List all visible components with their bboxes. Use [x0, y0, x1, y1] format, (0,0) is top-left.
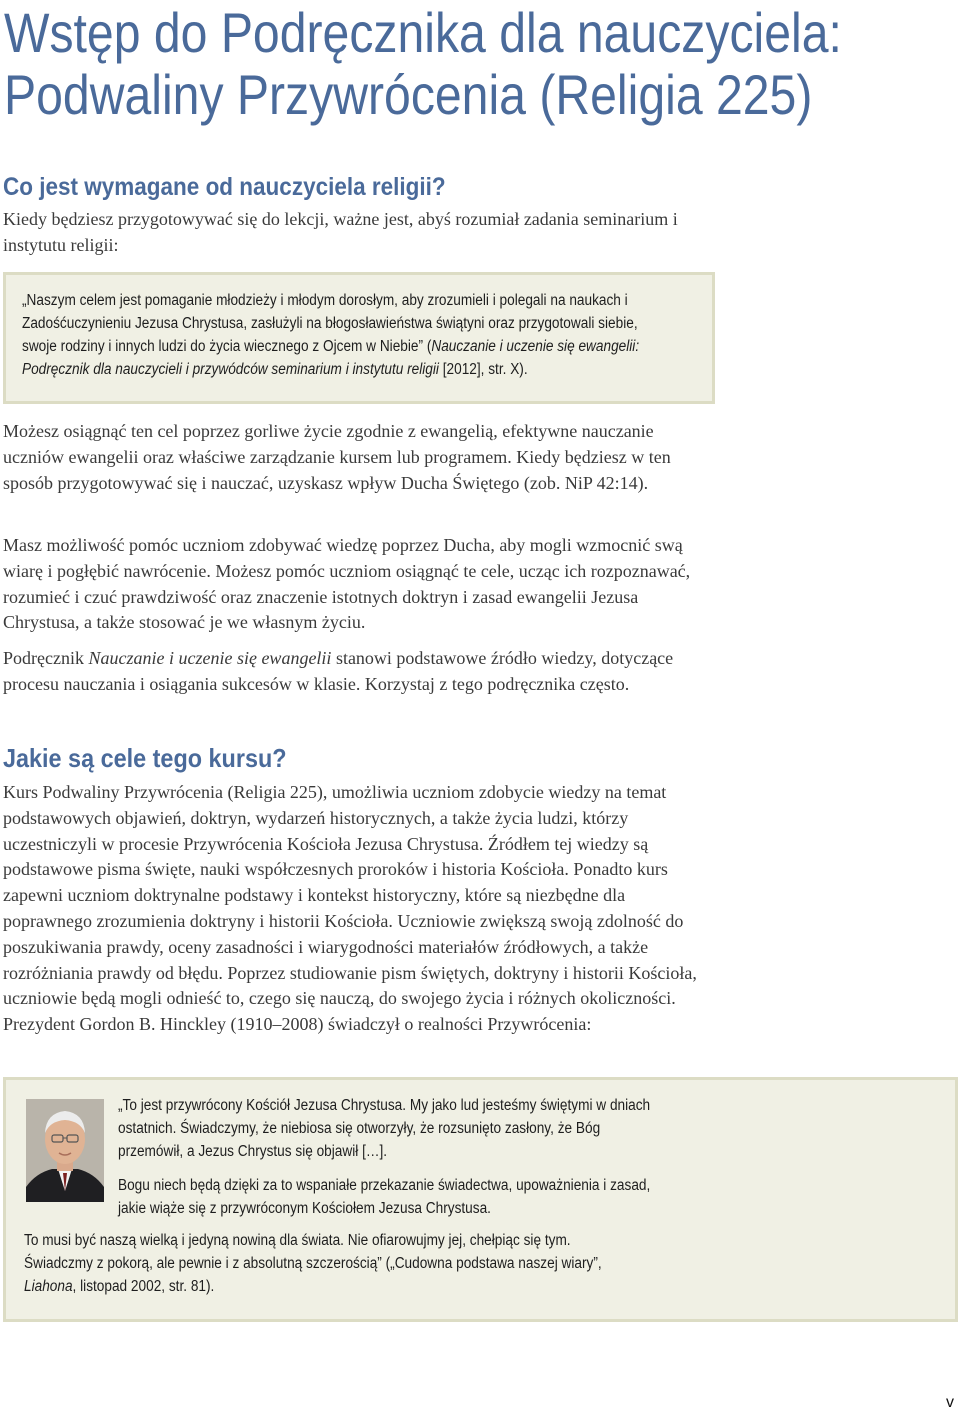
- p3-text-after: stanowi podstawowe źródło wiedzy, dotyczące procesu nauczania i osiągania sukcesów w klasie. Korzystaj z tego podręcznika często.: [3, 648, 674, 694]
- hinckley-quote-line-3: przemówił, a Jezus Chrystus się objawił […].: [118, 1143, 388, 1160]
- hinckley-quote-line-2: ostatnich. Świadczymy, że niebiosa się otworzyły, że rozsunięto zasłony, że Bóg: [118, 1120, 601, 1137]
- mission-quote: [22, 289, 640, 381]
- quote-line-1: „Naszym celem jest pomaganie młodzieży i młodym dorosłym, aby zrozumieli i polegali na naukach i: [22, 292, 628, 309]
- section-heading-teacher-requirements: Co jest wymagane od nauczyciela religii?: [3, 173, 446, 201]
- quote-line-2: Zadośćuczynieniu Jezusa Chrystusa, zasłużyli na błogosławieństwa świątyni oraz przygotowali siebie,: [22, 315, 638, 332]
- p3-text-before: Podręcznik: [3, 648, 89, 668]
- portrait-image: [26, 1099, 104, 1202]
- hinckley-quote-line-7: Świadczmy z pokorą, ale pewnie i z absolutną szczerością” („Cudowna podstawa naszej wiary”,: [24, 1255, 602, 1272]
- hinckley-quote-part-1: [118, 1094, 650, 1220]
- quote-source-title-part-2: Podręcznik dla nauczycieli i przywódców seminarium i instytutu religii: [22, 361, 439, 378]
- hinckley-quote-box: [3, 1077, 958, 1322]
- hinckley-portrait: [26, 1099, 104, 1202]
- quote-citation: [2012], str. X).: [438, 361, 528, 378]
- hinckley-quote-line-5: jakie wiąże się z przywróconym Kościołem Jezusa Chrystusa.: [118, 1200, 491, 1217]
- page-title: [4, 1, 842, 126]
- page-number: v: [946, 1394, 954, 1411]
- hinckley-quote-part-2: [24, 1229, 602, 1298]
- quote-line-3: swoje rodziny i innych ludzi do życia wiecznego z Ojcem w Niebie” (: [22, 338, 432, 355]
- section1-paragraph-1: Możesz osiągnąć ten cel poprzez gorliwe życie zgodnie z ewangelią, efektywne nauczanie uczniów ewangelii oraz właściwe zarządzanie kursem lub programem. Kiedy będziesz w ten sposób przygotowywać się i nauczać, uzyskasz wpływ Ducha Świętego (zob. NiP 42:14).: [3, 421, 671, 493]
- section1-paragraph-2: Masz możliwość pomóc uczniom zdobywać wiedzę poprzez Ducha, aby mogli wzmocnić swą wiarę i pogłębić nawrócenie. Możesz pomóc uczniom osiągnąć te cele, ucząc ich rozpoznawać, rozumieć i czuć prawdziwość oraz znaczenie istotnych doktryn i zasad ewangelii Jezusa Chrystusa, a także stosować je we własnym życiu.: [3, 535, 691, 633]
- section1-intro-paragraph: Kiedy będziesz przygotowywać się do lekcji, ważne jest, abyś rozumiał zadania seminarium i instytutu religii:: [3, 209, 678, 255]
- section1-paragraph-3: [3, 646, 718, 698]
- title-line-2: Podwaliny Przywrócenia (Religia 225): [4, 63, 813, 126]
- mission-quote-box: [3, 272, 715, 404]
- hinckley-quote-line-4: Bogu niech będą dzięki za to wspaniałe przekazanie świadectwa, upoważnienia i zasad,: [118, 1177, 651, 1194]
- title-line-1: Wstęp do Podręcznika dla nauczyciela:: [4, 1, 842, 64]
- p3-book-title: Nauczanie i uczenie się ewangelii: [88, 648, 332, 668]
- section-heading-course-goals: Jakie są cele tego kursu?: [3, 743, 287, 773]
- hinckley-citation: , listopad 2002, str. 81).: [72, 1278, 215, 1295]
- hinckley-source-magazine: Liahona: [24, 1278, 73, 1295]
- quote-source-title-part-1: Nauczanie i uczenie się ewangelii:: [431, 338, 640, 355]
- hinckley-quote-line-1: „To jest przywrócony Kościół Jezusa Chrystusa. My jako lud jesteśmy świętymi w dniach: [118, 1097, 651, 1114]
- hinckley-quote-line-6: To musi być naszą wielką i jedyną nowiną dla świata. Nie ofiarowujmy jej, chełpiąc się tym.: [24, 1232, 571, 1249]
- section2-paragraph: Kurs Podwaliny Przywrócenia (Religia 225), umożliwia uczniom zdobycie wiedzy na temat podstawowych objawień, doktryn, wydarzeń historycznych, a także życia ludzi, którzy uczestniczyli w procesie Przywrócenia Kościoła Jezusa Chrystusa. Źródłem tej wiedzy są podstawowe pisma święte, nauki współczesnych proroków i historia Kościoła. Ponadto kurs zapewni uczniom doktrynalne podstawy i kontekst historyczny, które są niezbędne dla poprawnego zrozumienia doktryny i historii Kościoła. Uczniowie zwiększą swoją zdolność do poszukiwania prawdy, oceny zasadności i wiarygodności materiałów źródłowych, a także rozróżniania prawdy od błędu. Poprzez studiowanie pism świętych, doktryny i historii Kościoła, uczniowie będą mogli odnieść to, czego się nauczą, do swojego życia i różnych okoliczności. Prezydent Gordon B. Hinckley (1910–2008) świadczył o realności Przywrócenia:: [3, 782, 697, 1035]
